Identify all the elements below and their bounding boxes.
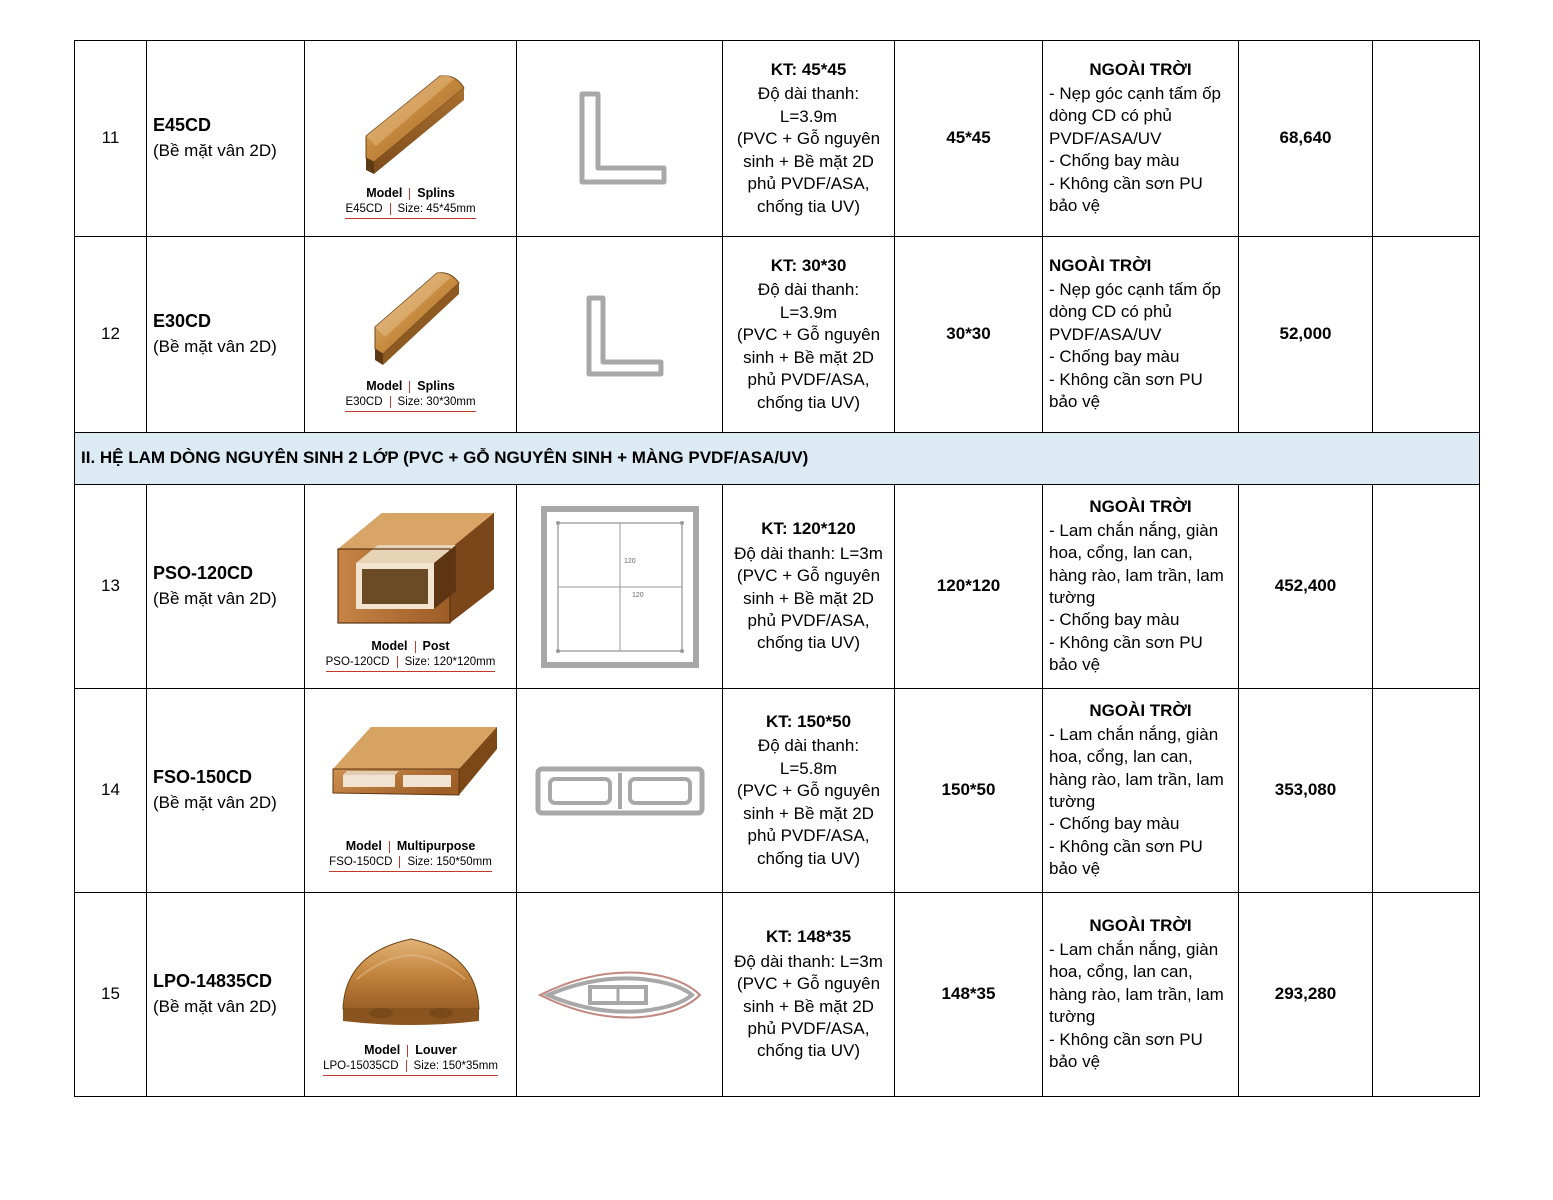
caption-size-value: Size: 150*35mm — [413, 1059, 498, 1072]
table-row — [75, 689, 1480, 893]
description-line: bảo vệ — [1049, 392, 1101, 412]
caption-model-label: Model — [366, 379, 403, 393]
caption-model-label: Model — [364, 1043, 401, 1057]
caption-separator — [409, 381, 410, 393]
description-line: dòng CD có phủ — [1049, 106, 1172, 126]
description-line: - Lam chắn nắng, giàn — [1049, 724, 1219, 744]
description-header: NGOÀI TRỜI — [1089, 701, 1192, 721]
caption-model-value: E45CD — [345, 202, 383, 215]
description-header: NGOÀI TRỜI — [1089, 497, 1192, 517]
notes-cell — [1373, 893, 1480, 1097]
product-code: PSO-120CD — [153, 563, 254, 584]
row-index: 13 — [75, 485, 147, 689]
description-line: bảo vệ — [1049, 655, 1101, 675]
size-cell: 30*30 — [895, 237, 1043, 433]
caption-type-label: Multipurpose — [396, 839, 476, 853]
caption-separator — [389, 841, 390, 853]
description-line: hàng rào, lam trần, lam — [1049, 769, 1224, 789]
spec-line: phủ PVDF/ASA, — [747, 610, 870, 630]
photo-caption — [323, 1043, 498, 1076]
caption-separator — [415, 641, 416, 653]
description-line: PVDF/ASA/UV — [1049, 324, 1162, 344]
angle-trim-3d-icon — [336, 62, 486, 180]
caption-size-value: Size: 120*120mm — [404, 655, 496, 668]
price-cell: 68,640 — [1239, 41, 1373, 237]
size-cell: 150*50 — [895, 689, 1043, 893]
description-line: - Không cần sơn PU — [1049, 173, 1203, 193]
technical-drawing-cell — [517, 237, 723, 433]
description-line: - Nẹp góc cạnh tấm ốp — [1049, 279, 1221, 299]
spec-line: Độ dài thanh: — [757, 280, 860, 300]
spec-kt: KT: 120*120 — [761, 519, 856, 539]
rectangular-tube-3d-icon — [319, 713, 503, 833]
description-line: - Chống bay màu — [1049, 610, 1180, 630]
caption-model-value: E30CD — [345, 395, 383, 408]
caption-model-value: FSO-150CD — [329, 855, 393, 868]
flat-profile-photo — [311, 713, 510, 833]
caption-separator — [397, 656, 398, 668]
spec-line: (PVC + Gỗ nguyên — [736, 974, 881, 994]
section-banner-row — [75, 433, 1480, 485]
description-line: hoa, cổng, lan can, — [1049, 962, 1193, 982]
table-row — [75, 485, 1480, 689]
description-cell — [1043, 689, 1239, 893]
description-line: - Lam chắn nắng, giàn — [1049, 520, 1219, 540]
size-cell: 120*120 — [895, 485, 1043, 689]
square-section-drawing-icon — [536, 501, 704, 673]
product-name-cell — [147, 485, 305, 689]
caption-separator — [409, 188, 410, 200]
spec-cell — [723, 893, 895, 1097]
spec-line: chống tia UV) — [757, 848, 860, 868]
spec-kt: KT: 150*50 — [765, 711, 852, 731]
notes-cell — [1373, 485, 1480, 689]
spec-line: phủ PVDF/ASA, — [747, 1018, 870, 1038]
spec-line: (PVC + Gỗ nguyên — [736, 325, 881, 345]
spec-cell — [723, 485, 895, 689]
row-index: 11 — [75, 41, 147, 237]
size-cell: 45*45 — [895, 41, 1043, 237]
row-index: 14 — [75, 689, 147, 893]
spec-line: Độ dài thanh: L=3m — [734, 951, 883, 971]
description-line: hoa, cổng, lan can, — [1049, 543, 1193, 563]
l-angle-drawing-icon — [565, 280, 675, 390]
product-name-cell — [147, 41, 305, 237]
product-surface: (Bề mặt vân 2D) — [153, 793, 277, 813]
lens-section-drawing-icon — [532, 963, 708, 1027]
product-photo-cell — [305, 689, 517, 893]
description-line: - Chống bay màu — [1049, 151, 1180, 171]
caption-model-value: LPO-15035CD — [323, 1059, 399, 1072]
price-cell: 293,280 — [1239, 893, 1373, 1097]
product-name-cell — [147, 689, 305, 893]
price-cell: 353,080 — [1239, 689, 1373, 893]
product-surface: (Bề mặt vân 2D) — [153, 589, 277, 609]
rectangular-section-drawing-icon — [532, 755, 708, 827]
product-code: FSO-150CD — [153, 767, 253, 788]
photo-caption — [345, 379, 475, 412]
angle-trim-3d-icon — [347, 261, 475, 373]
description-line: - Lam chắn nắng, giàn — [1049, 939, 1219, 959]
photo-caption — [329, 839, 492, 872]
description-line: bảo vệ — [1049, 196, 1101, 216]
caption-model-value: PSO-120CD — [325, 655, 390, 668]
square-tube-3d-icon — [322, 505, 500, 633]
spec-line: sinh + Bề mặt 2D — [743, 996, 874, 1016]
caption-type-label: Post — [422, 639, 450, 653]
spec-line: (PVC + Gỗ nguyên — [736, 566, 881, 586]
spec-kt: KT: 30*30 — [770, 255, 847, 275]
section-banner-text: II. HỆ LAM DÒNG NGUYÊN SINH 2 LỚP (PVC + GỖ NGUYÊN SINH + MÀNG PVDF/ASA/UV) — [75, 433, 1480, 485]
spec-cell — [723, 237, 895, 433]
product-name-cell — [147, 893, 305, 1097]
description-line: tường — [1049, 588, 1096, 607]
description-header: NGOÀI TRỜI — [1089, 60, 1192, 80]
product-surface: (Bề mặt vân 2D) — [153, 141, 277, 161]
product-name-cell — [147, 237, 305, 433]
description-line: - Không cần sơn PU — [1049, 836, 1203, 856]
louver-profile-photo — [311, 917, 510, 1037]
spec-line: (PVC + Gỗ nguyên — [736, 129, 881, 149]
caption-separator — [407, 1045, 408, 1057]
row-index: 15 — [75, 893, 147, 1097]
description-line: hoa, cổng, lan can, — [1049, 747, 1193, 767]
spec-line: chống tia UV) — [757, 1041, 860, 1061]
product-photo-cell — [305, 485, 517, 689]
notes-cell — [1373, 689, 1480, 893]
description-line: bảo vệ — [1049, 859, 1101, 879]
caption-size-value: Size: 150*50mm — [407, 855, 492, 868]
spec-line: chống tia UV) — [757, 392, 860, 412]
caption-model-label: Model — [366, 186, 403, 200]
description-line: - Không cần sơn PU — [1049, 1029, 1203, 1049]
price-cell: 52,000 — [1239, 237, 1373, 433]
table-row — [75, 237, 1480, 433]
photo-caption — [345, 186, 475, 219]
price-cell: 452,400 — [1239, 485, 1373, 689]
product-photo-cell — [305, 237, 517, 433]
svg-text:120: 120 — [623, 557, 636, 565]
description-cell — [1043, 41, 1239, 237]
svg-text:120: 120 — [631, 591, 644, 599]
spec-line: Độ dài thanh: — [757, 736, 860, 756]
table-row — [75, 41, 1480, 237]
description-line: tường — [1049, 1007, 1096, 1027]
louver-3d-icon — [323, 917, 499, 1037]
spec-line: chống tia UV) — [757, 196, 860, 216]
angle-profile-photo — [311, 261, 510, 373]
caption-separator — [390, 203, 391, 215]
spec-kt: KT: 148*35 — [765, 927, 852, 947]
spec-line: sinh + Bề mặt 2D — [743, 151, 874, 171]
technical-drawing-cell — [517, 893, 723, 1097]
description-header: NGOÀI TRỜI — [1089, 916, 1192, 936]
photo-caption — [326, 639, 496, 672]
product-code: LPO-14835CD — [153, 971, 273, 992]
product-surface: (Bề mặt vân 2D) — [153, 997, 277, 1017]
description-line: - Không cần sơn PU — [1049, 369, 1203, 389]
product-surface: (Bề mặt vân 2D) — [153, 337, 277, 357]
spec-line: chống tia UV) — [757, 633, 860, 653]
notes-cell — [1373, 41, 1480, 237]
caption-model-label: Model — [371, 639, 408, 653]
description-cell — [1043, 237, 1239, 433]
description-line: hàng rào, lam trần, lam — [1049, 565, 1224, 585]
description-line: PVDF/ASA/UV — [1049, 128, 1162, 148]
spec-line: sinh + Bề mặt 2D — [743, 588, 874, 608]
description-line: - Chống bay màu — [1049, 347, 1180, 367]
notes-cell — [1373, 237, 1480, 433]
spec-line: Độ dài thanh: — [757, 84, 860, 104]
technical-drawing-cell — [517, 485, 723, 689]
spec-line: phủ PVDF/ASA, — [747, 174, 870, 194]
product-price-table — [74, 40, 1480, 1097]
spec-line: phủ PVDF/ASA, — [747, 826, 870, 846]
caption-size-value: Size: 45*45mm — [397, 202, 476, 215]
spec-cell — [723, 689, 895, 893]
size-cell: 148*35 — [895, 893, 1043, 1097]
spec-line: sinh + Bề mặt 2D — [743, 347, 874, 367]
description-cell — [1043, 893, 1239, 1097]
caption-type-label: Splins — [417, 379, 455, 393]
spec-cell — [723, 41, 895, 237]
l-angle-drawing-icon — [560, 80, 680, 198]
description-line: bảo vệ — [1049, 1052, 1101, 1072]
caption-type-label: Louver — [415, 1043, 457, 1057]
product-photo-cell — [305, 893, 517, 1097]
row-index: 12 — [75, 237, 147, 433]
description-cell — [1043, 485, 1239, 689]
spec-line: L=3.9m — [779, 302, 838, 322]
square-post-photo — [311, 505, 510, 633]
caption-type-label: Splins — [417, 186, 455, 200]
description-line: - Nẹp góc cạnh tấm ốp — [1049, 83, 1221, 103]
product-code: E45CD — [153, 115, 212, 136]
product-code: E30CD — [153, 311, 212, 332]
spec-line: (PVC + Gỗ nguyên — [736, 781, 881, 801]
spec-line: L=3.9m — [779, 106, 838, 126]
product-photo-cell — [305, 41, 517, 237]
spec-kt: KT: 45*45 — [770, 59, 847, 79]
technical-drawing-cell — [517, 689, 723, 893]
caption-model-label: Model — [345, 839, 382, 853]
description-line: - Chống bay màu — [1049, 814, 1180, 834]
spec-line: sinh + Bề mặt 2D — [743, 803, 874, 823]
technical-drawing-cell — [517, 41, 723, 237]
description-line: tường — [1049, 792, 1096, 811]
description-line: dòng CD có phủ — [1049, 302, 1172, 322]
caption-separator — [390, 396, 391, 408]
caption-size-value: Size: 30*30mm — [397, 395, 476, 408]
spec-line: phủ PVDF/ASA, — [747, 370, 870, 390]
description-header: NGOÀI TRỜI — [1049, 256, 1152, 276]
caption-separator — [406, 1060, 407, 1072]
description-line: - Không cần sơn PU — [1049, 632, 1203, 652]
description-line: hàng rào, lam trần, lam — [1049, 984, 1224, 1004]
angle-profile-photo — [311, 62, 510, 180]
caption-separator — [399, 856, 400, 868]
spec-line: Độ dài thanh: L=3m — [734, 543, 883, 563]
spec-line: L=5.8m — [779, 758, 838, 778]
table-row — [75, 893, 1480, 1097]
